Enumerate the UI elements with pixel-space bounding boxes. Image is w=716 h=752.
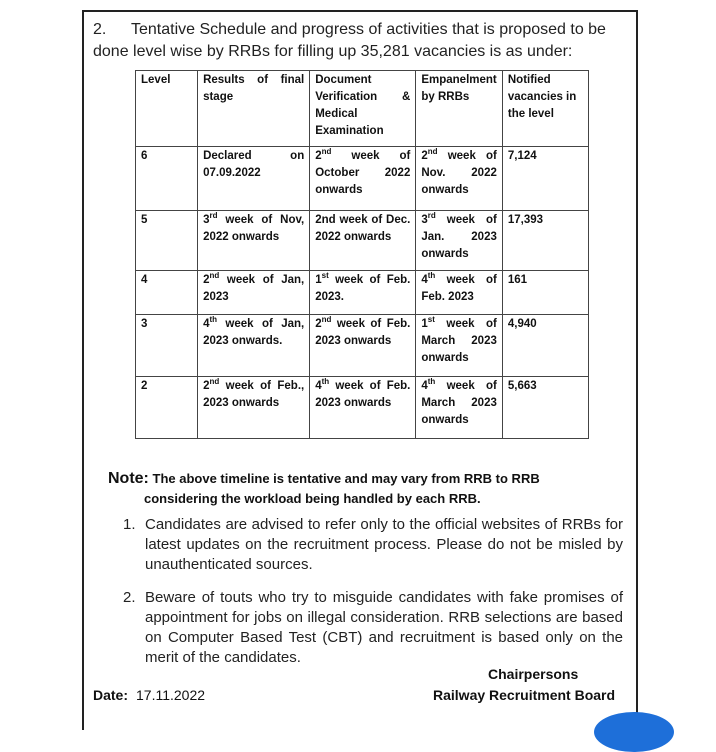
empanelment-cell — [416, 315, 503, 377]
ordinal-number: 4 — [315, 380, 322, 392]
ordinal-suffix: nd — [209, 377, 220, 387]
ordinal-number: 4 — [421, 380, 428, 392]
results-cell — [198, 315, 310, 377]
table-row — [136, 211, 589, 271]
vacancies-cell: 17,393 — [502, 211, 588, 271]
document-verification-cell — [310, 315, 416, 377]
ordinal-number: 2 — [315, 150, 322, 162]
cell-text: week of October 2022 onwards — [315, 150, 411, 196]
ordinal-suffix: st — [427, 315, 435, 325]
ordinal-suffix: st — [321, 271, 329, 281]
signatory-organization: Railway Recruitment Board — [433, 687, 616, 703]
cell-text: 2nd week of Dec. 2022 onwards — [315, 214, 411, 243]
ordinal-suffix: th — [209, 315, 218, 325]
column-header: Level — [136, 71, 198, 147]
cell-text: week of Nov. 2022 onwards — [421, 150, 497, 196]
vacancies-cell: 5,663 — [502, 377, 588, 439]
vacancies-cell: 4,940 — [502, 315, 588, 377]
empanelment-cell — [416, 271, 503, 315]
ordinal-suffix: nd — [321, 147, 332, 157]
table-row — [136, 271, 589, 315]
ordinal-suffix: nd — [427, 147, 438, 157]
cell-text: week of Nov, 2022 onwards — [203, 214, 305, 243]
date-value: 17.11.2022 — [136, 687, 206, 703]
document-verification-cell — [310, 377, 416, 439]
document-verification-cell — [310, 147, 416, 211]
list-number: 2. — [123, 589, 136, 606]
ordinal-number: 2 — [421, 150, 428, 162]
ordinal-number: 3 — [421, 214, 428, 226]
ordinal-number: 2 — [203, 274, 210, 286]
note — [108, 469, 608, 509]
table-row — [136, 147, 589, 211]
cell-text: week of Feb., 2023 onwards — [203, 380, 305, 409]
level-cell: 6 — [136, 147, 198, 211]
ordinal-suffix: nd — [209, 271, 220, 281]
floating-action-button[interactable] — [594, 712, 674, 752]
cell-text: week of March 2023 onwards — [421, 380, 497, 426]
list-text: Candidates are advised to refer only to the official websites of RRBs for latest updates on the recruitment process. Please do not be misled by unauthenticated sources. — [145, 516, 623, 573]
vacancies-cell: 7,124 — [502, 147, 588, 211]
empanelment-cell — [416, 147, 503, 211]
advisory-list — [123, 515, 623, 681]
cell-text: week of Jan, 2023 — [203, 274, 305, 303]
ordinal-suffix: th — [427, 377, 436, 387]
list-number: 1. — [123, 516, 136, 533]
note-line1: The above timeline is tentative and may vary from RRB to RRB — [152, 471, 540, 486]
results-cell — [198, 377, 310, 439]
cell-text: week of Feb. 2023 onwards — [315, 380, 411, 409]
vacancies-cell: 161 — [502, 271, 588, 315]
table-row — [136, 377, 589, 439]
schedule-table — [135, 70, 589, 439]
column-header: Document Verification & Medical Examination — [310, 71, 416, 147]
cell-text: week of Feb. 2023 — [421, 274, 497, 303]
table-row — [136, 315, 589, 377]
ordinal-number: 2 — [315, 318, 322, 330]
results-cell: Declared on 07.09.2022 — [198, 147, 310, 211]
ordinal-suffix: th — [427, 271, 436, 281]
table-header-row — [136, 71, 589, 147]
list-item — [123, 588, 623, 668]
cell-text: week of Feb. 2023 onwards — [315, 318, 411, 347]
ordinal-number: 2 — [203, 380, 210, 392]
level-cell: 4 — [136, 271, 198, 315]
ordinal-number: 4 — [203, 318, 210, 330]
cell-text: week of Jan, 2023 onwards. — [203, 318, 305, 347]
cell-text: week of Jan. 2023 onwards — [421, 214, 497, 260]
column-header: Notified vacancies in the level — [502, 71, 588, 147]
column-header: Empanelment by RRBs — [416, 71, 503, 147]
level-cell: 5 — [136, 211, 198, 271]
cell-text: week of March 2023 onwards — [421, 318, 497, 364]
list-text: Beware of touts who try to misguide candidates with fake promises of appointment for jobs on illegal consideration. RRB selections are based on Computer Based Test (CBT) and recruitment is based only on the merit of the candidates. — [145, 589, 623, 666]
list-item — [123, 515, 623, 575]
empanelment-cell — [416, 377, 503, 439]
section-number: 2. — [93, 21, 107, 38]
ordinal-number: 1 — [421, 318, 428, 330]
ordinal-suffix: th — [321, 377, 330, 387]
level-cell: 2 — [136, 377, 198, 439]
signatory-title: Chairpersons — [488, 666, 579, 682]
date-label: Date: — [93, 687, 129, 703]
empanelment-cell — [416, 211, 503, 271]
document-verification-cell — [310, 211, 416, 271]
ordinal-number: 3 — [203, 214, 210, 226]
ordinal-suffix: rd — [427, 211, 436, 221]
level-cell: 3 — [136, 315, 198, 377]
ordinal-suffix: nd — [321, 315, 332, 325]
column-header: Results of final stage — [198, 71, 310, 147]
date-line — [93, 687, 205, 703]
ordinal-number: 1 — [315, 274, 322, 286]
ordinal-number: 4 — [421, 274, 428, 286]
note-label: Note: — [108, 470, 149, 487]
document-verification-cell — [310, 271, 416, 315]
cell-text: week of Feb. 2023. — [315, 274, 411, 303]
section-heading — [93, 19, 633, 63]
ordinal-suffix: rd — [209, 211, 218, 221]
section-text: Tentative Schedule and progress of activities that is proposed to be done level wise by RRBs for filling up 35,281 vacancies is as under: — [93, 21, 606, 60]
results-cell — [198, 211, 310, 271]
results-cell — [198, 271, 310, 315]
note-line2: considering the workload being handled by each RRB. — [144, 491, 481, 506]
